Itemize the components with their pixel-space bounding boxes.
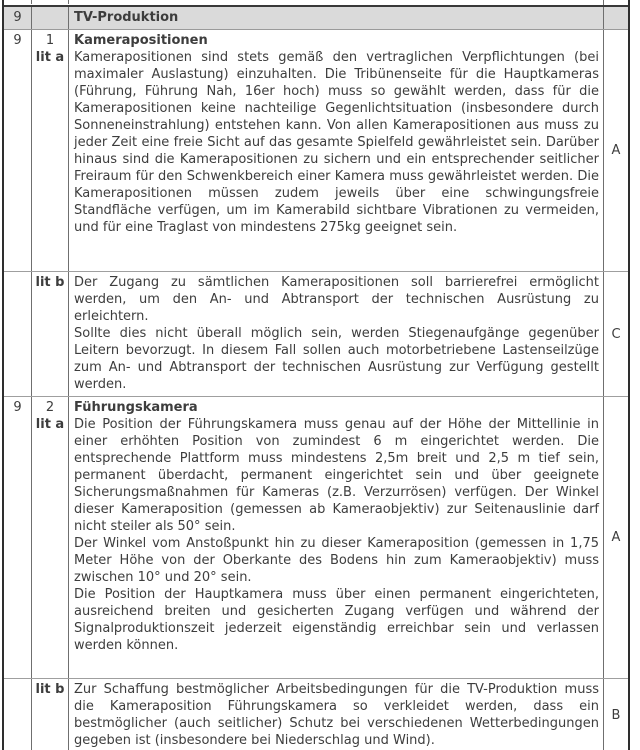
clause-lit: lit b	[35, 682, 65, 697]
section-number: 9	[4, 397, 32, 678]
requirement-paragraph: Der Winkel vom Anstoßpunkt hin zu dieser Kameraposition (gemessen in 1,75 Meter Höhe von der Oberkante des Bodens hin zum Kameraobjektiv) muss zwischen 10° und 20° sein.	[74, 536, 599, 585]
requirement-paragraph: Die Position der Führungskamera muss genau auf der Höhe der Mittellinie in einer erhöhten Position von zumindest 6 m eingerichtet werden. Die entsprechende Plattform muss mindestens 2,5m breit und 2,5 m tief sein, permanent überdacht, permanent eingerichtet sein und über geeignete Sicherungsmaßnahmen für Kameras (z.B. Verzurrösen) verfügen. Der Winkel dieser Kameraposition (gemessen ab Kameraobjektiv) zur Seitenauslinie darf nicht steiler als 50° sein.	[74, 417, 599, 534]
section-number: 9	[4, 7, 32, 29]
section-number-cell	[4, 0, 32, 4]
clause-cell	[32, 7, 69, 29]
requirement-paragraph: Der Zugang zu sämtlichen Kamerapositionen soll barrierefrei ermöglicht werden, um den An- und Abtransport der technischen Ausrüstung zu erleichtern.	[74, 275, 599, 324]
requirement-paragraph: Sollte dies nicht überall möglich sein, werden Stiegenaufgänge gegenüber Leitern bevorzugt. In diesem Fall sollen auch motorbetriebene Lastenseilzüge zum An- und Abtransport der technischen Ausrüstung zur Verfügung gestellt werden.	[74, 326, 599, 392]
table-row	[4, 679, 628, 750]
clause-number: 2	[45, 400, 55, 415]
rating-badge: A	[611, 530, 621, 545]
rating-badge: C	[611, 326, 621, 342]
requirement-paragraph: Kamerapositionen sind stets gemäß den vertraglichen Verpflichtungen (bei maximaler Auslastung) einzuhalten. Die Tribünenseite für die Hauptkameras (Führung, Führung Nah, 16er hoch) muss so gewählt werden, dass für die Kamerapositionen keine nachteilige Gegenlichtsituation (insbesondere durch Sonneneinstrahlung) entstehen kann. Von allen Kamerapositionen aus muss zu jeder Zeit eine freie Sicht auf das gesamte Spielfeld gewährleistet sein. Darüber hinaus sind die Kamerapositionen zu sichern und ein entsprechender seitlicher Freiraum für den Schwenkbereich einer Kamera muss gewährleistet werden. Die Kamerapositionen müssen zudem jeweils über eine schwingungsfreie Standfläche verfügen, um im Kamerabild sichtbare Vibrationen zu vermeiden, und für eine Traglast von mindestens 275kg geeignet sein.	[74, 50, 599, 235]
rating-cell	[604, 0, 628, 4]
requirement-paragraph: Die Position der Hauptkamera muss über einen permanent eingerichteten, ausreichend breiten und gesicherten Zugang verfügen und während der Signalproduktionszeit jederzeit eigenständig erreichbar sein und verlassen werden können.	[74, 587, 599, 653]
clause-cell	[32, 30, 69, 271]
section-number: 9	[4, 30, 32, 271]
rating-badge: B	[611, 708, 621, 723]
clause-cell	[32, 397, 69, 678]
clause-cell	[32, 272, 69, 396]
rating-badge: A	[611, 143, 621, 158]
requirement-cell	[69, 30, 604, 271]
table-row	[4, 397, 628, 679]
section-number	[4, 679, 32, 750]
requirement-title: Kamerapositionen	[74, 33, 208, 48]
clause-cell	[32, 679, 69, 750]
section-title: TV-Produktion	[69, 7, 604, 29]
clause-number: 1	[45, 33, 55, 48]
table-row-partial	[4, 0, 628, 5]
clause-cell	[32, 0, 69, 4]
criteria-table	[2, 0, 630, 750]
clause-lit: lit b	[35, 275, 65, 290]
requirement-cell	[69, 397, 604, 678]
requirement-cell	[69, 272, 604, 396]
rating-cell	[604, 7, 628, 29]
table-row	[4, 272, 628, 397]
section-header-row	[4, 5, 628, 30]
requirement-paragraph: Zur Schaffung bestmöglicher Arbeitsbedingungen für die TV-Produktion muss die Kameraposition Führungskamera so verkleidet werden, dass ein bestmöglicher (auch seitlicher) Schutz bei verschiedenen Wetterbedingungen gegeben ist (insbesondere bei Niederschlag und Wind).	[74, 682, 599, 748]
section-number	[4, 272, 32, 396]
table-row	[4, 30, 628, 272]
clause-lit: lit a	[35, 50, 65, 65]
requirement-cell	[69, 679, 604, 750]
requirement-cell	[69, 0, 604, 5]
clause-lit: lit a	[35, 417, 65, 432]
requirement-title: Führungskamera	[74, 400, 198, 415]
